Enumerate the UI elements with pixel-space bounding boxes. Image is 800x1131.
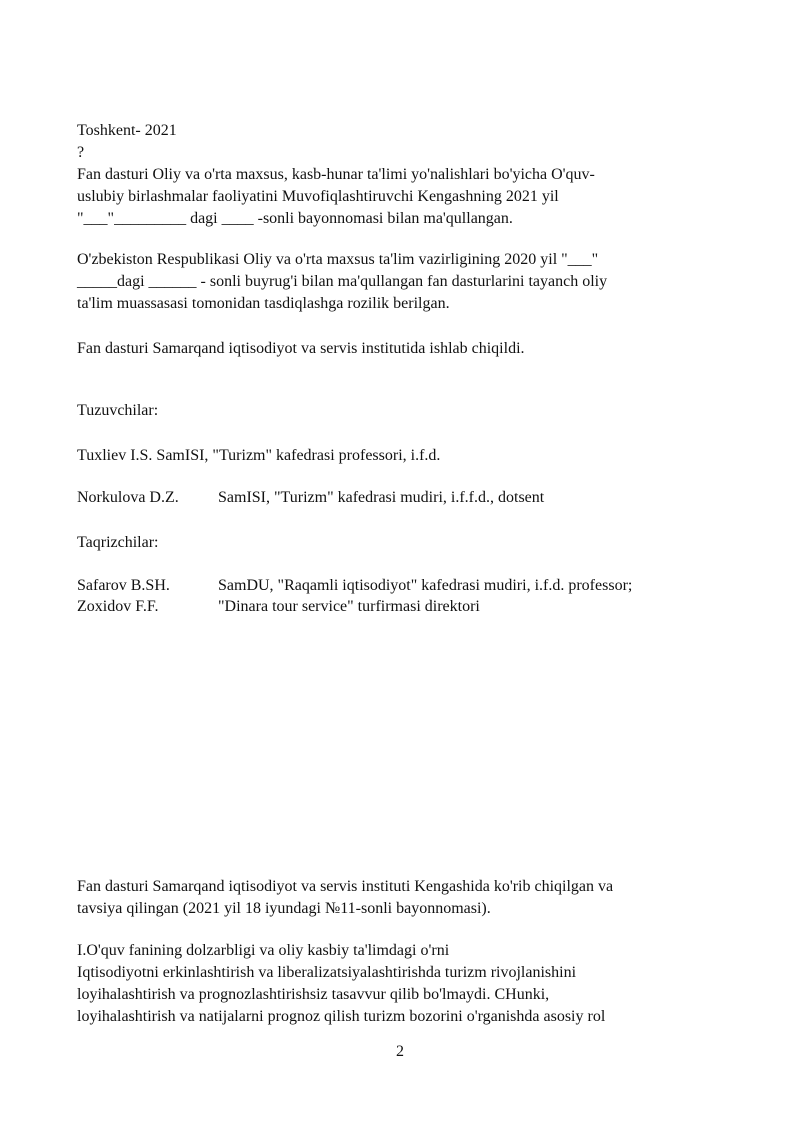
section-line-2: loyihalashtirish va prognozlashtirishsiz tasavvur qilib bo'lmaydi. CHunki, [77, 986, 550, 1003]
author-2-name: Norkulova D.Z. [77, 489, 179, 506]
author-2-role: SamISI, "Turizm" kafedrasi mudiri, i.f.f.d., dotsent [218, 489, 545, 506]
ministry-line-2: _____dagi ______ - sonli buyrug'i bilan ma'qullangan fan dasturlarini tayanch oliy [77, 273, 608, 290]
place-year: Toshkent- 2021 [77, 122, 177, 139]
ministry-line-3: ta'lim muassasasi tomonidan tasdiqlashga rozilik berilgan. [77, 295, 450, 312]
approval-line-1: Fan dasturi Oliy va o'rta maxsus, kasb-hunar ta'limi yo'nalishlari bo'yicha O'quv- [77, 166, 595, 183]
council-line-1: Fan dasturi Samarqand iqtisodiyot va servis instituti Kengashida ko'rib chiqilgan va [77, 878, 614, 895]
council-line-2: tavsiya qilingan (2021 yil 18 iyundagi №11-sonli bayonnomasi). [77, 900, 491, 917]
reviewer-1-role: SamDU, "Raqamli iqtisodiyot" kafedrasi mudiri, i.f.d. professor; [218, 577, 633, 594]
authors-heading: Tuzuvchilar: [77, 402, 159, 419]
section-line-1: Iqtisodiyotni erkinlashtirish va liberalizatsiyalashtirishda turizm rivojlanishini [77, 964, 577, 981]
reviewer-2-name: Zoxidov F.F. [77, 598, 159, 615]
section-line-3: loyihalashtirish va natijalarni prognoz qilish turizm bozorini o'rganishda asosiy rol [77, 1008, 606, 1025]
ministry-line-1: O'zbekiston Respublikasi Oliy va o'rta maxsus ta'lim vazirligining 2020 yil "___" [77, 251, 599, 268]
page-number: 2 [396, 1043, 404, 1060]
reviewer-1-name: Safarov B.SH. [77, 577, 170, 594]
approval-line-2: uslubiy birlashmalar faoliyatini Muvofiqlashtiruvchi Kengashning 2021 yil [77, 188, 559, 205]
author-1: Tuxliev I.S. SamISI, "Turizm" kafedrasi professori, i.f.d. [77, 447, 441, 464]
section-title: I.O'quv fanining dolzarbligi va oliy kasbiy ta'limdagi o'rni [77, 942, 450, 959]
reviewers-heading: Taqrizchilar: [77, 534, 159, 551]
reviewer-2-role: "Dinara tour service" turfirmasi direktori [218, 598, 480, 615]
approval-line-3: "___"_________ dagi ____ -sonli bayonnomasi bilan ma'qullangan. [77, 210, 513, 227]
developed-at: Fan dasturi Samarqand iqtisodiyot va servis institutida ishlab chiqildi. [77, 340, 525, 357]
question-mark: ? [77, 144, 85, 161]
